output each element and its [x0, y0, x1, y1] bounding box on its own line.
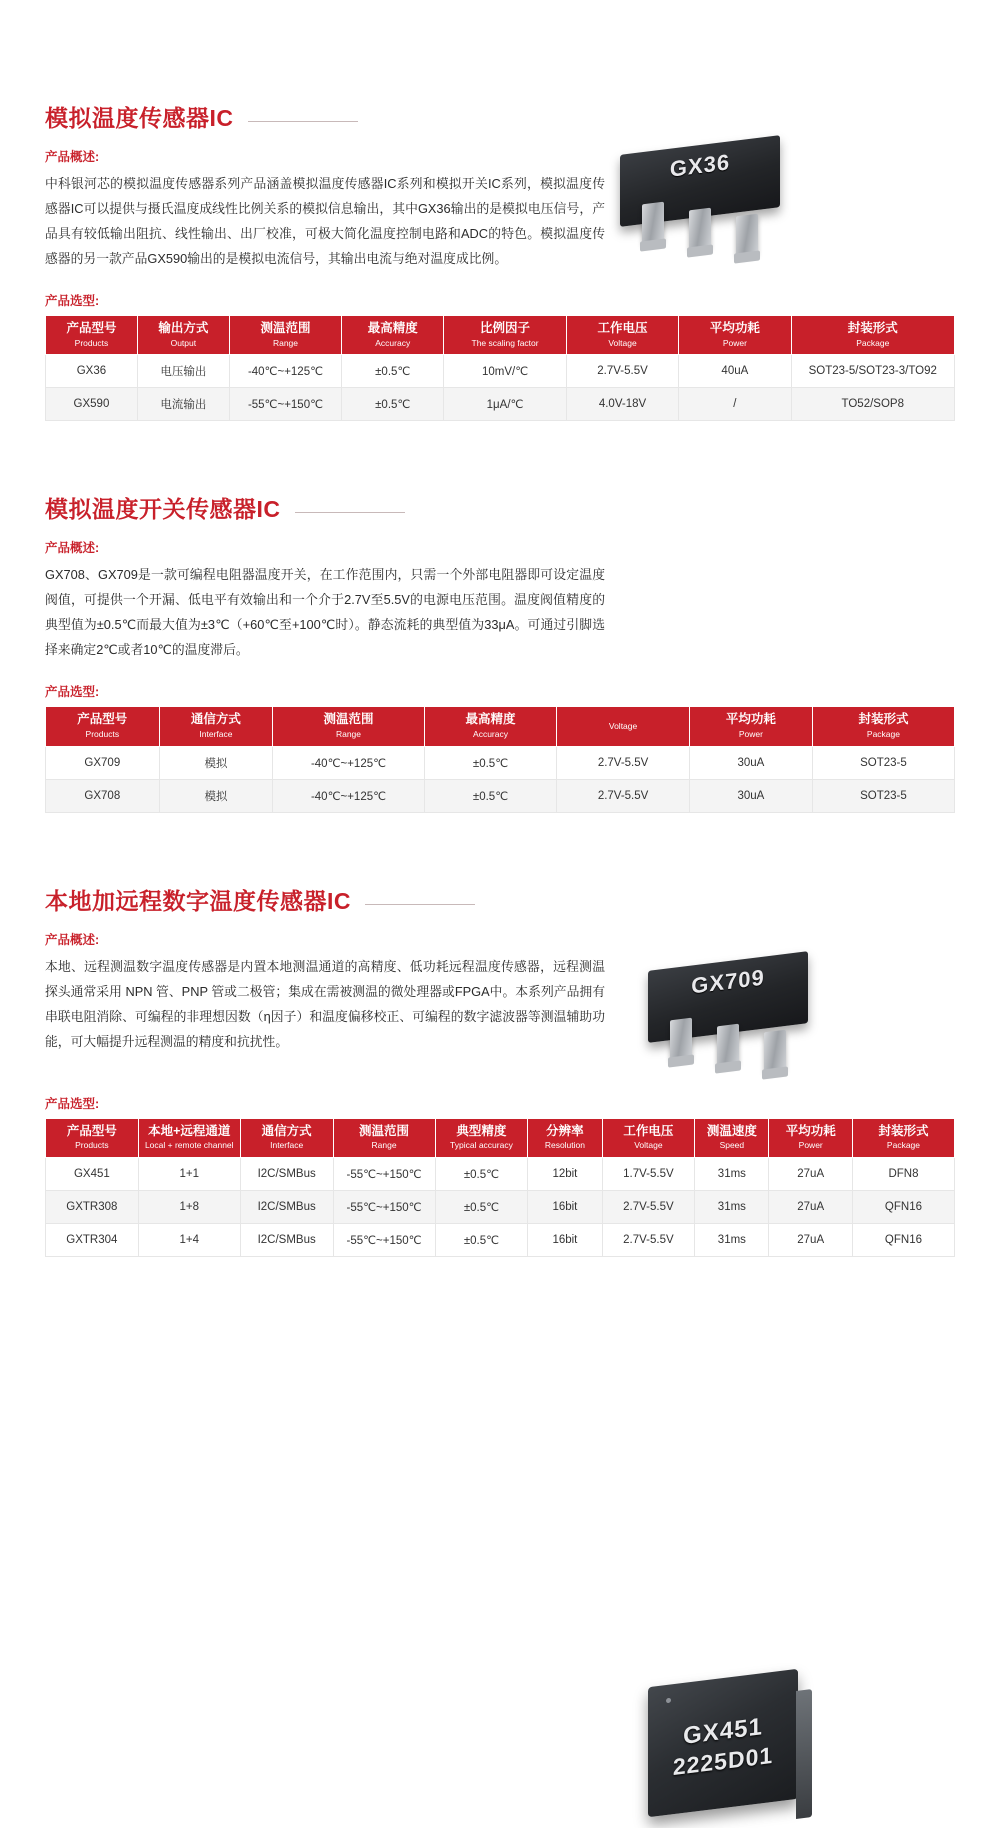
header-cn: 测温范围: [260, 321, 311, 335]
table-cell: GX36: [46, 355, 138, 388]
table-cell: DFN8: [852, 1157, 954, 1190]
product-photo-gx451: [648, 1678, 813, 1828]
table-header-cell: [240, 1118, 333, 1157]
table-header-cell: [138, 1118, 240, 1157]
header-en: Package: [856, 337, 890, 348]
header-en: Products: [75, 1140, 109, 1151]
table-header-cell: [566, 316, 678, 355]
table-row: [46, 1157, 955, 1190]
section-local-remote-digital-sensor: [0, 813, 1000, 1780]
header-cn: 平均功耗: [785, 1123, 836, 1138]
table-cell: SOT23-5/SOT23-3/TO92: [791, 355, 954, 388]
table-header-cell: [46, 316, 138, 355]
table-cell: 1+8: [138, 1190, 240, 1223]
table-cell: ±0.5℃: [424, 746, 557, 779]
table-cell: -40℃~+125℃: [229, 355, 341, 388]
table-cell: ±0.5℃: [424, 779, 557, 812]
table-cell: SOT23-5: [812, 746, 954, 779]
table-cell: -55℃~+150℃: [229, 388, 341, 421]
table-header-row: [46, 316, 955, 355]
table-cell: GX590: [46, 388, 138, 421]
title-rule: [295, 512, 405, 513]
table-cell: 2.7V-5.5V: [557, 746, 690, 779]
table-cell: 16bit: [528, 1190, 602, 1223]
table-header-cell: [602, 1118, 695, 1157]
table-cell: 2.7V-5.5V: [557, 779, 690, 812]
section-heading: [45, 491, 955, 524]
header-en: Accuracy: [375, 337, 411, 348]
header-en: Range: [272, 337, 299, 348]
table-cell: TO52/SOP8: [791, 388, 954, 421]
overview-text: 本地、远程测温数字温度传感器是内置本地测温通道的高精度、低功耗远程温度传感器，远程测温探头通常采用 NPN 管、PNP 管或二极管；集成在需被测温的微处理器或FPGA中。本系列产品拥有串联电阻消除、可编程的非理想因数（η因子）和温度偏移校正、可编程的数字滤波器等测温辅助功能，可大幅提升远程测温的精度和抗扰性。: [45, 958, 605, 1049]
header-cn: 测温速度: [706, 1123, 757, 1138]
table-cell: -55℃~+150℃: [333, 1190, 435, 1223]
header-cn: 产品型号: [66, 321, 117, 335]
table-cell: SOT23-5: [812, 779, 954, 812]
table-cell: 30uA: [689, 779, 812, 812]
chip-foot: [734, 250, 760, 263]
table-header-cell: [557, 707, 690, 746]
header-cn: 通信方式: [261, 1123, 312, 1138]
header-cn: 测温范围: [359, 1123, 410, 1138]
overview-label: 产品概述:: [45, 150, 100, 164]
header-en: Local + remote channel: [144, 1140, 234, 1151]
table-header-cell: [852, 1118, 954, 1157]
table-header-cell: [679, 316, 791, 355]
header-en: Voltage: [608, 337, 637, 348]
table-header-cell: [46, 707, 160, 746]
header-cn: 通信方式: [190, 712, 241, 727]
chip-marking: GX709: [691, 964, 765, 999]
title-rule: [248, 121, 358, 122]
table-cell: 12bit: [528, 1157, 602, 1190]
table-header-cell: [46, 1118, 139, 1157]
header-cn: 比例因子: [480, 321, 531, 335]
header-cn: 封装形式: [847, 321, 898, 335]
chip-marking-line1: GX451: [683, 1712, 763, 1750]
table-cell: ±0.5℃: [435, 1223, 528, 1256]
section-heading: [45, 883, 955, 916]
table-cell: -55℃~+150℃: [333, 1157, 435, 1190]
table-header-cell: [791, 316, 954, 355]
table-cell: QFN16: [852, 1190, 954, 1223]
table-header-cell: [137, 316, 229, 355]
spec-table-2: [45, 706, 955, 812]
table-header-row: [46, 707, 955, 746]
table-cell: -55℃~+150℃: [333, 1223, 435, 1256]
table-cell: 31ms: [695, 1157, 769, 1190]
table-header-row: [46, 1118, 955, 1157]
header-en: Range: [335, 728, 362, 739]
table-cell: ±0.5℃: [435, 1157, 528, 1190]
header-en: Package: [886, 1140, 921, 1151]
table-cell: 40uA: [679, 355, 791, 388]
table-cell: 31ms: [695, 1223, 769, 1256]
table-cell: 2.7V-5.5V: [566, 355, 678, 388]
table-cell: 模拟: [159, 746, 273, 779]
header-cn: 最高精度: [465, 712, 516, 727]
overview-label: 产品概述:: [45, 932, 100, 947]
table-cell: /: [679, 388, 791, 421]
selection-label: 产品选型:: [45, 685, 100, 700]
table-header-cell: [528, 1118, 602, 1157]
spec-table-3: [45, 1118, 955, 1257]
table-cell: 16bit: [528, 1223, 602, 1256]
table-cell: 27uA: [769, 1190, 852, 1223]
table-header-cell: [769, 1118, 852, 1157]
header-cn: 本地+远程通道: [148, 1123, 231, 1138]
section-analog-temp-sensor: [0, 0, 1000, 421]
table-row: [46, 1190, 955, 1223]
overview-text: 中科银河芯的模拟温度传感器系列产品涵盖模拟温度传感器IC系列和模拟开关IC系列，模拟温度传感器IC可以提供与摄氏温度成线性比例关系的模拟信息输出，其中GX36输出的是模拟电压信号，产品具有较低输出阻抗、线性输出、出厂校准，可极大简化温度控制电路和ADC的特色。模拟温度传感器的另一款产品GX590输出的是模拟电流信号，其输出电流与绝对温度成比例。: [45, 176, 605, 266]
header-en: Output: [170, 337, 197, 348]
table-cell: GX708: [46, 779, 160, 812]
table-cell: GX709: [46, 746, 160, 779]
table-header-cell: [444, 316, 567, 355]
table-cell: GX451: [46, 1157, 139, 1190]
header-en: Interface: [199, 728, 233, 739]
table-header-cell: [342, 316, 444, 355]
header-en: Typical accuracy: [450, 1140, 513, 1151]
selection-label: 产品选型:: [45, 294, 100, 308]
table-cell: -40℃~+125℃: [273, 746, 425, 779]
section-title: 模拟温度开关传感器IC: [45, 496, 281, 523]
header-en: Power: [738, 728, 763, 739]
table-header-cell: [229, 316, 341, 355]
section-title: 模拟温度传感器IC: [45, 105, 234, 131]
table-cell: 27uA: [769, 1157, 852, 1190]
pin1-dot-icon: [666, 1697, 671, 1703]
header-en: Speed: [719, 1140, 745, 1151]
header-en: The scaling factor: [471, 337, 539, 348]
header-cn: 工作电压: [597, 321, 648, 335]
table-header-cell: [424, 707, 557, 746]
header-en: Resolution: [544, 1140, 585, 1151]
header-cn: 测温范围: [323, 712, 374, 727]
table-header-cell: [689, 707, 812, 746]
table-cell: ±0.5℃: [342, 355, 444, 388]
header-cn: 产品型号: [66, 1123, 117, 1138]
header-cn: 封装形式: [878, 1123, 929, 1138]
table-cell: I2C/SMBus: [240, 1223, 333, 1256]
table-cell: 1μA/℃: [444, 388, 567, 421]
header-cn: 平均功耗: [709, 321, 760, 335]
table-header-cell: [273, 707, 425, 746]
selection-label: 产品选型:: [45, 1096, 100, 1111]
header-en: Interface: [270, 1140, 304, 1151]
table-header-cell: [333, 1118, 435, 1157]
table-cell: 2.7V-5.5V: [602, 1223, 695, 1256]
header-cn: 最高精度: [367, 321, 418, 335]
header-cn: 工作电压: [623, 1123, 674, 1138]
table-cell: 10mV/℃: [444, 355, 567, 388]
table-row: [46, 388, 955, 421]
table-cell: QFN16: [852, 1223, 954, 1256]
header-en: Accuracy: [473, 728, 508, 739]
header-cn: 平均功耗: [725, 712, 776, 727]
table-cell: 4.0V-18V: [566, 388, 678, 421]
table-cell: ±0.5℃: [342, 388, 444, 421]
header-en: Products: [85, 728, 120, 739]
table-cell: 27uA: [769, 1223, 852, 1256]
chip-marking-line2: 2225D01: [672, 1741, 774, 1780]
table-cell: 31ms: [695, 1190, 769, 1223]
table-cell: GXTR308: [46, 1190, 139, 1223]
overview-label: 产品概述:: [45, 541, 100, 556]
header-cn: 产品型号: [77, 712, 128, 727]
header-en: Voltage: [608, 721, 638, 732]
table-cell: -40℃~+125℃: [273, 779, 425, 812]
table-cell: I2C/SMBus: [240, 1157, 333, 1190]
table-row: [46, 779, 955, 812]
table-cell: 1+1: [138, 1157, 240, 1190]
table-cell: ±0.5℃: [435, 1190, 528, 1223]
table-cell: 电压输出: [137, 355, 229, 388]
table-cell: 30uA: [689, 746, 812, 779]
table-cell: 模拟: [159, 779, 273, 812]
section-heading: [45, 100, 955, 133]
header-en: Range: [371, 1140, 397, 1151]
table-header-cell: [812, 707, 954, 746]
table-header-cell: [695, 1118, 769, 1157]
table-cell: 1+4: [138, 1223, 240, 1256]
header-cn: 分辨率: [546, 1123, 584, 1138]
title-rule: [365, 904, 475, 905]
qfn-package-illustration: [648, 1678, 813, 1828]
table-cell: I2C/SMBus: [240, 1190, 333, 1223]
product-photo-gx36: [620, 145, 780, 265]
header-en: Voltage: [634, 1140, 663, 1151]
chip-marking: GX36: [669, 149, 731, 182]
header-en: Power: [722, 337, 747, 348]
table-row: [46, 355, 955, 388]
table-row: [46, 1223, 955, 1256]
table-cell: 1.7V-5.5V: [602, 1157, 695, 1190]
table-header-cell: [159, 707, 273, 746]
table-cell: 电流输出: [137, 388, 229, 421]
header-cn: 典型精度: [456, 1123, 507, 1138]
sot23-package-illustration: [620, 145, 780, 265]
header-en: Power: [798, 1140, 823, 1151]
header-cn: 输出方式: [158, 321, 209, 335]
spec-table-1: [45, 315, 955, 421]
section-title: 本地加远程数字温度传感器IC: [45, 887, 351, 914]
chip-foot: [687, 244, 713, 257]
table-row: [46, 746, 955, 779]
chip-foot: [640, 238, 666, 251]
chip-side: [796, 1689, 812, 1819]
table-cell: GXTR304: [46, 1223, 139, 1256]
header-cn: 封装形式: [858, 712, 909, 727]
overview-text: GX708、GX709是一款可编程电阻器温度开关，在工作范围内，只需一个外部电阻器即可设定温度阀值，可提供一个开漏、低电平有效输出和一个介于2.7V至5.5V的电源电压范围。温度阀值精度的典型值为±0.5℃而最大值为±3℃（+60℃至+100℃时）。静态流耗的典型值为33μA。可通过引脚选择来确定2℃或者10℃的温度滞后。: [45, 567, 605, 658]
header-en: Products: [74, 337, 109, 348]
table-header-cell: [435, 1118, 528, 1157]
table-cell: 2.7V-5.5V: [602, 1190, 695, 1223]
header-en: Package: [866, 728, 900, 739]
